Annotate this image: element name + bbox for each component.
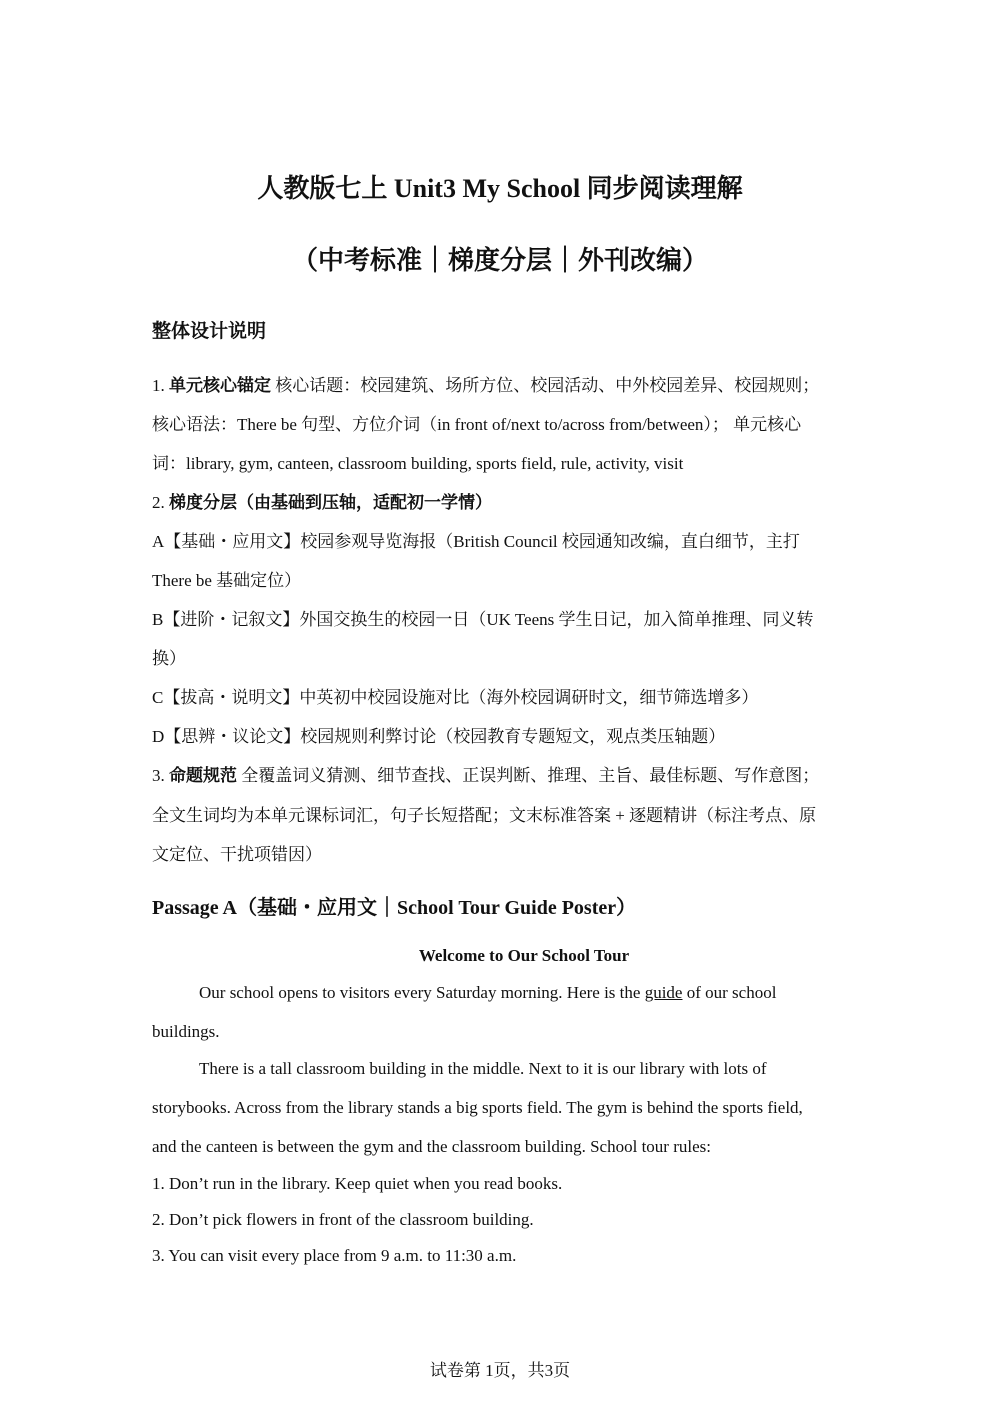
design-item-2-label: 梯度分层（由基础到压轴，适配初一学情）: [169, 493, 492, 512]
design-heading: 整体设计说明: [152, 321, 267, 342]
level-d-line: D【思辨・议论文】校园规则利弊讨论（校园教育专题短文，观点类压轴题）: [152, 727, 726, 746]
passage-a-paragraph-1-line2: buildings.: [152, 1022, 220, 1041]
page-footer: 试卷第 1页，共3页: [429, 1361, 571, 1380]
passage-a-paragraph-2-line1: There is a tall classroom building in the middle. Next to it is our library with lots of: [199, 1059, 767, 1078]
rule-item-2: 2. Don’t pick flowers in front of the classroom building.: [152, 1210, 534, 1229]
design-item-3-line3: 文定位、干扰项错因）: [152, 845, 322, 864]
design-item-1-line2: 核心语法：There be 句型、方位介词（in front of/next to/across from/between）； 单元核心: [152, 415, 802, 434]
design-item-1: 1. 单元核心锚定 核心话题：校园建筑、场所方位、校园活动、中外校园差异、校园规则；: [152, 376, 820, 395]
page-title: 人教版七上 Unit3 My School 同步阅读理解: [257, 174, 743, 203]
design-item-3: 3. 命题规范 全覆盖词义猜测、细节查找、正误判断、推理、主旨、最佳标题、写作意图；: [152, 766, 820, 785]
level-c-line: C【拔高・说明文】中英初中校园设施对比（海外校园调研时文，细节筛选增多）: [152, 688, 759, 707]
poster-title: Welcome to Our School Tour: [418, 946, 630, 965]
design-item-3-label: 命题规范: [169, 766, 237, 785]
level-a-line2: There be 基础定位）: [152, 571, 302, 590]
passage-a-paragraph-2-line2: storybooks. Across from the library stands a big sports field. The gym is behind the sports field,: [152, 1098, 803, 1117]
level-b-line1: B【进阶・记叙文】外国交换生的校园一日（UK Teens 学生日记，加入简单推理、同义转: [152, 610, 814, 629]
design-item-3-line2: 全文生词均为本单元课标词汇，句子长短搭配；文末标准答案 + 逐题精讲（标注考点、原: [152, 806, 817, 825]
passage-a-paragraph-1: Our school opens to visitors every Saturday morning. Here is the guide of our school: [199, 983, 777, 1002]
design-item-1-label: 单元核心锚定: [169, 376, 271, 395]
level-b-line2: 换）: [152, 649, 186, 668]
level-a-line1: A【基础・应用文】校园参观导览海报（British Council 校园通知改编，直白细节，主打: [152, 532, 800, 551]
underlined-word-guide: guide: [644, 983, 683, 1002]
page-subtitle: （中考标准｜梯度分层｜外刊改编）: [291, 246, 708, 275]
passage-a-paragraph-2-line3: and the canteen is between the gym and the classroom building. School tour rules:: [152, 1137, 711, 1156]
design-item-1-line3: 词：library, gym, canteen, classroom building, sports field, rule, activity, visit: [152, 454, 684, 473]
passage-a-heading: Passage A（基础・应用文｜School Tour Guide Poster）: [152, 897, 637, 919]
rule-item-3: 3. You can visit every place from 9 a.m. to 11:30 a.m.: [152, 1246, 517, 1265]
rule-item-1: 1. Don’t run in the library. Keep quiet when you read books.: [152, 1174, 563, 1193]
design-item-2: 2. 梯度分层（由基础到压轴，适配初一学情）: [152, 493, 492, 512]
